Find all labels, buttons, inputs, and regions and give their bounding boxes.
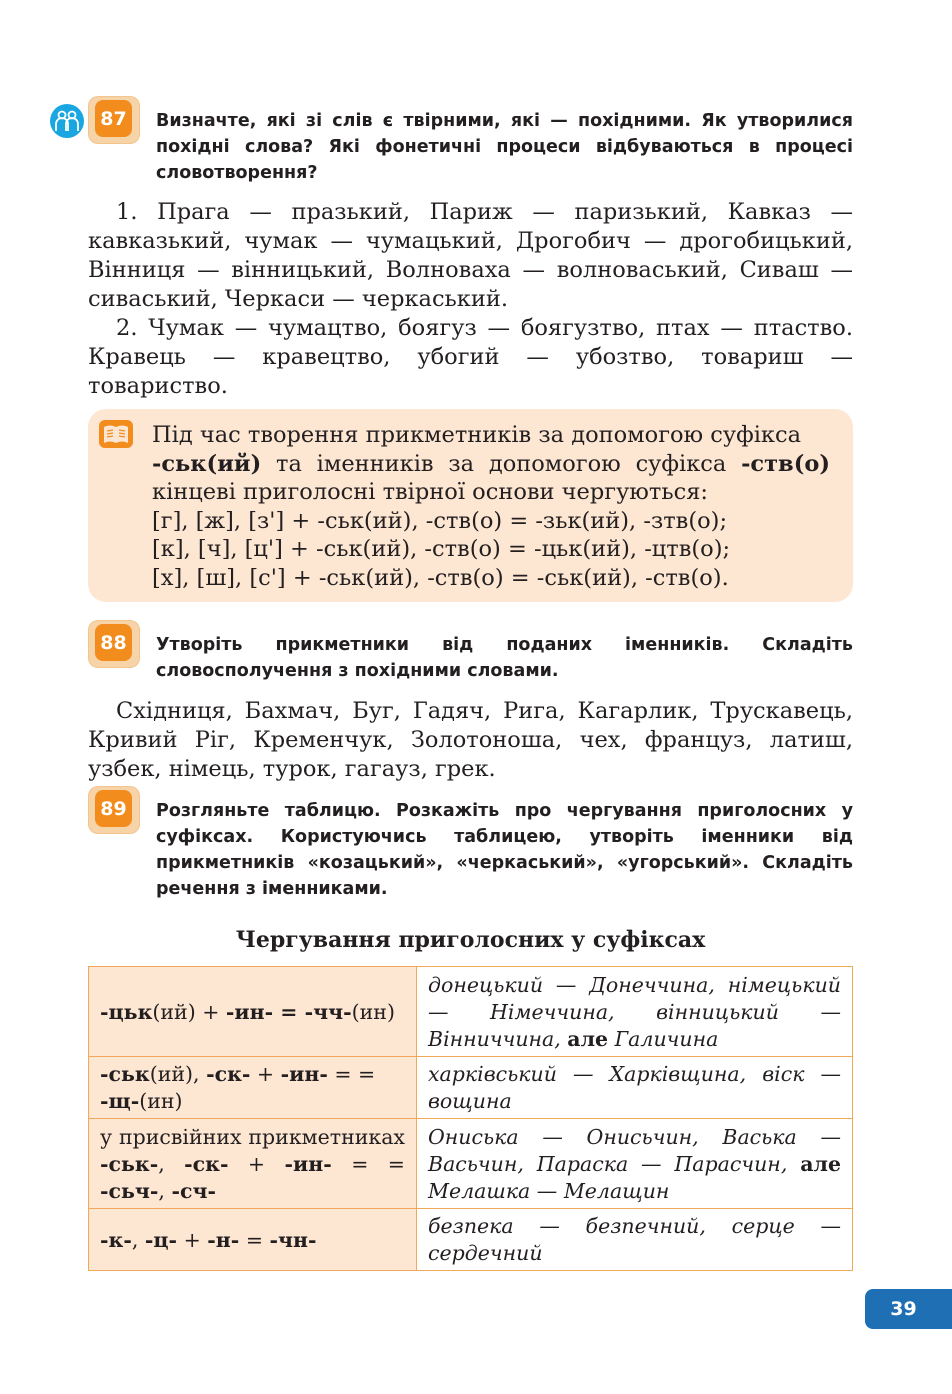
alternation-table xyxy=(88,966,853,1271)
task-text xyxy=(88,697,853,784)
rule-word: допомогою xyxy=(488,450,621,477)
table-cell-examples: донецький — Донеччина, німецький — Німеччина, вінницький — Вінниччина, але Галичина xyxy=(417,967,853,1057)
task-number-badge xyxy=(89,787,139,833)
rule-box xyxy=(88,409,853,602)
paragraph: 1. Прага — празький, Париж — паризький, Кавказ — кавказький, чумак — чумацький, Дрогобич — дрогобицький, Вінниця — вінницький, Волноваха — волноваський, Сиваш — сиваський, Черкаси — черкаський. xyxy=(88,199,853,312)
table-cell-examples: Ониська — Онисьчин, Васька — Васьчин, Параска — Парасчин, але Мелашка — Мелащин xyxy=(417,1119,853,1209)
rule-line: Під час творення прикметників за допомогою суфікса xyxy=(152,422,802,448)
rule-line: [г], [ж], [з'] + -ськ(ий), -ств(о) = -зьк(ий), -зтв(о); xyxy=(152,507,728,534)
page-number: 39 xyxy=(865,1289,952,1329)
task-number: 88 xyxy=(95,624,132,661)
rule-word: та xyxy=(276,450,302,477)
pair-work-icon xyxy=(50,104,84,138)
rule-word: суфікса xyxy=(635,450,727,477)
table-row xyxy=(89,1119,853,1209)
table-cell-examples: безпека — безпечний, серце — сердечний xyxy=(417,1209,853,1271)
table-cell-examples: харківський — Харківщина, віск — вощина xyxy=(417,1057,853,1119)
table-cell-rule: -ськ(ий), -ск- + -ин- = = -щ-(ин) xyxy=(89,1057,417,1119)
task-number: 89 xyxy=(95,790,132,827)
rule-text xyxy=(152,421,830,592)
task-instruction: Розгляньте таблицю. Розкажіть про чергування приголосних у суфіксах. Користуючись таблицею, утворіть іменники від прикметників «козацький», «черкаський», «угорський». Складіть речення з іменниками. xyxy=(156,801,853,899)
task-number: 87 xyxy=(95,100,132,137)
rule-line: [к], [ч], [ц'] + -ськ(ий), -ств(о) = -цьк(ий), -цтв(о); xyxy=(152,536,731,562)
table-cell-rule: у присвійних прикметниках -ськ-, -ск- + -ин- = = -сьч-, -сч- xyxy=(89,1119,417,1209)
table-cell-rule: -цьк(ий) + -ин- = -чч-(ин) xyxy=(89,967,417,1057)
task-instruction: Утворіть прикметники від поданих іменників. Складіть словосполучення з похідними словами. xyxy=(156,635,853,681)
table-row xyxy=(89,1209,853,1271)
rule-line: кінцеві приголосні твірної основи чергуються: xyxy=(152,479,708,505)
table-title: Чергування приголосних у суфіксах xyxy=(235,927,706,953)
suffix-bold: -ськ(ий) xyxy=(152,450,262,477)
table-cell-rule: -к-, -ц- + -н- = -чн- xyxy=(89,1209,417,1271)
rule-line xyxy=(152,450,830,479)
task-number-badge xyxy=(89,621,139,667)
table-row xyxy=(89,1057,853,1119)
suffix-bold: -ств(о) xyxy=(741,450,830,477)
task-instruction: Визначте, які зі слів є твірними, які — похідними. Як утворилися похідні слова? Які фонетичні процеси відбуваються в процесі словотворення? xyxy=(156,111,853,183)
task-number-badge xyxy=(89,97,139,143)
rule-word: іменників xyxy=(316,450,434,477)
book-icon xyxy=(99,420,133,448)
paragraph: 2. Чумак — чумацтво, боягуз — боягузтво, птах — птаство. Кравець — кравецтво, убогий — убозтво, товариш — товариство. xyxy=(88,315,853,399)
rule-word: за xyxy=(448,450,475,477)
rule-line: [х], [ш], [с'] + -ськ(ий), -ств(о) = -ськ(ий), -ств(о). xyxy=(152,564,729,591)
paragraph: Східниця, Бахмач, Буг, Гадяч, Рига, Кагарлик, Трускавець, Кривий Ріг, Кременчук, Золотоноша, чех, француз, латиш, узбек, німець, турок, гагауз, грек. xyxy=(88,698,853,782)
table-row xyxy=(89,967,853,1057)
task-text xyxy=(88,198,853,401)
